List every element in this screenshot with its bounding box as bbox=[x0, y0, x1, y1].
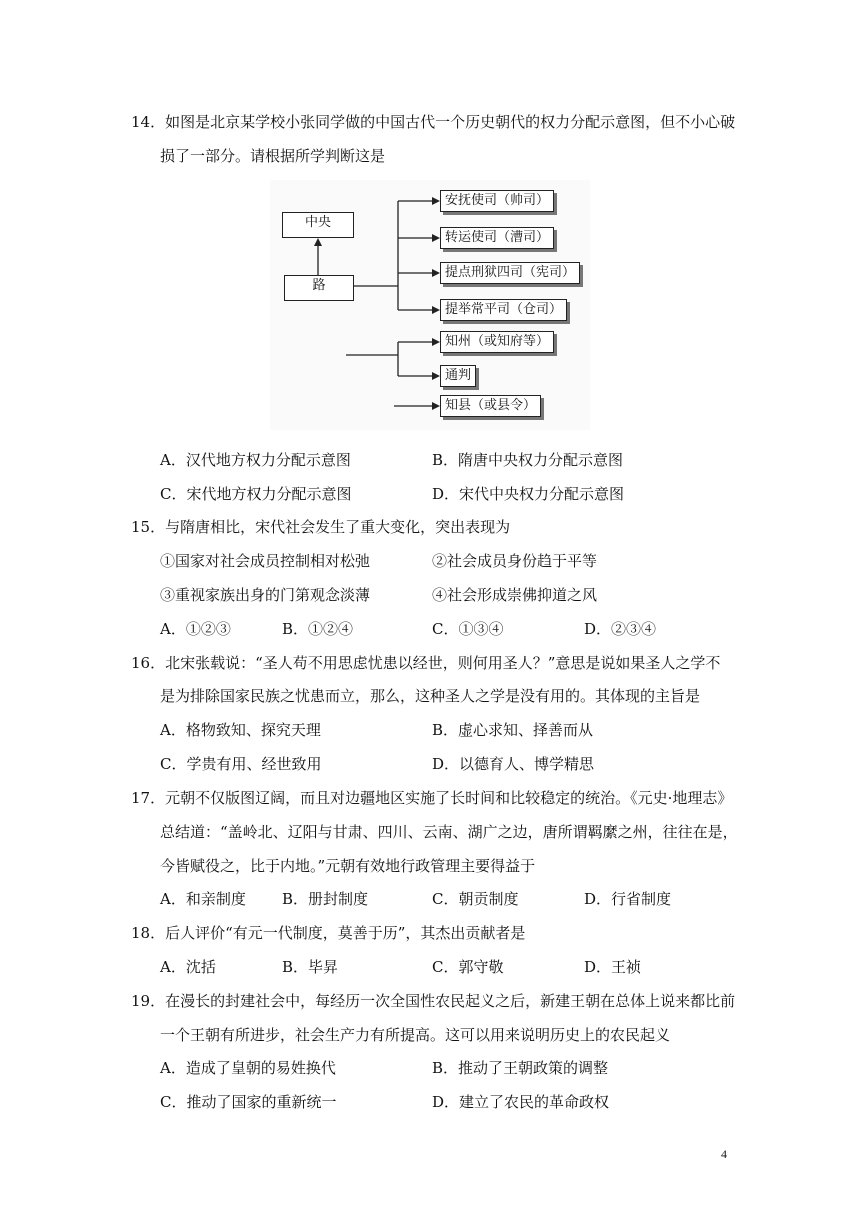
anfu-shisi-box: 安抚使司（帅司） bbox=[440, 190, 554, 212]
q15-statement-4: ④社会形成崇佛抑道之风 bbox=[432, 586, 598, 604]
zhixian-box: 知县（或县令） bbox=[440, 395, 541, 417]
q14-option-c: C．宋代地方权力分配示意图 bbox=[160, 485, 352, 503]
q15-option-a: A．①②③ bbox=[160, 620, 231, 638]
q14-option-d: D．宋代中央权力分配示意图 bbox=[432, 485, 625, 503]
q15-option-c: C．①③④ bbox=[432, 620, 504, 638]
q14-option-b: B．隋唐中央权力分配示意图 bbox=[432, 451, 624, 469]
q16-option-b: B．虚心求知、择善而从 bbox=[432, 721, 594, 739]
q16-option-c: C．学贵有用、经世致用 bbox=[160, 755, 322, 773]
q18-option-a: A．沈括 bbox=[160, 958, 216, 976]
q16-stem-line1: 16．北宋张载说：“圣人苟不用思虑忧患以经世，则何用圣人？”意思是说如果圣人之学不 bbox=[131, 654, 721, 672]
q17-stem-line1: 17．元朝不仅版图辽阔，而且对边疆地区实施了长时间和比较稳定的统治。《元史·地理志》 bbox=[131, 789, 733, 807]
q17-stem-line3: 今皆赋役之，比于内地。”元朝有效地行政管理主要得益于 bbox=[160, 857, 536, 875]
q17-option-b: B．册封制度 bbox=[282, 890, 369, 908]
q15-statement-1: ①国家对社会成员控制相对松弛 bbox=[160, 552, 371, 570]
q19-stem-line1: 19．在漫长的封建社会中，每经历一次全国性农民起义之后，新建王朝在总体上说来都比前 bbox=[131, 992, 736, 1010]
q16-option-a: A．格物致知、探究天理 bbox=[160, 721, 321, 739]
q17-option-d: D．行省制度 bbox=[584, 890, 672, 908]
central-box: 中央 bbox=[282, 212, 354, 238]
q16-stem-line2: 是为排除国家民族之忧患而立，那么，这种圣人之学是没有用的。其体现的主旨是 bbox=[160, 687, 701, 705]
q15-option-b: B．①②④ bbox=[282, 620, 354, 638]
q16-option-d: D．以德育人、博学精思 bbox=[432, 755, 595, 773]
q18-option-b: B．毕昇 bbox=[282, 958, 339, 976]
q15-stem: 15．与隋唐相比，宋代社会发生了重大变化，突出表现为 bbox=[131, 518, 511, 536]
q15-statement-2: ②社会成员身份趋于平等 bbox=[432, 552, 598, 570]
q19-option-d: D．建立了农民的革命政权 bbox=[432, 1093, 610, 1111]
q18-stem: 18．后人评价“有元一代制度，莫善于历”，其杰出贡献者是 bbox=[131, 924, 526, 942]
q18-option-d: D．王祯 bbox=[584, 958, 642, 976]
zhizhou-box: 知州（或知府等） bbox=[440, 331, 554, 353]
tiju-changping-box: 提举常平司（仓司） bbox=[440, 299, 567, 321]
q14-option-a: A．汉代地方权力分配示意图 bbox=[160, 451, 351, 469]
q17-stem-line2: 总结道：“盖岭北、辽阳与甘肃、四川、云南、湖广之边，唐所谓羁縻之州，往往在是， bbox=[160, 823, 738, 841]
tongpan-box: 通判 bbox=[440, 365, 476, 387]
page-number: 4 bbox=[721, 1147, 727, 1161]
q17-option-a: A．和亲制度 bbox=[160, 890, 246, 908]
q19-option-b: B．推动了王朝政策的调整 bbox=[432, 1059, 609, 1077]
q15-statement-3: ③重视家族出身的门第观念淡薄 bbox=[160, 586, 371, 604]
q19-option-a: A．造成了皇朝的易姓换代 bbox=[160, 1059, 336, 1077]
q19-stem-line2: 一个王朝有所进步，社会生产力有所提高。这可以用来说明历史上的农民起义 bbox=[160, 1026, 671, 1044]
q14-stem-line2: 损了一部分。请根据所学判断这是 bbox=[160, 147, 386, 165]
power-distribution-diagram bbox=[270, 180, 590, 430]
q14-stem-line1: 14．如图是北京某学校小张同学做的中国古代一个历史朝代的权力分配示意图，但不小心破 bbox=[131, 113, 736, 131]
q17-option-c: C．朝贡制度 bbox=[432, 890, 519, 908]
tidian-xingyu-box: 提点刑狱四司（宪司） bbox=[440, 262, 580, 284]
q19-option-c: C．推动了国家的重新统一 bbox=[160, 1093, 337, 1111]
lu-box: 路 bbox=[284, 275, 354, 301]
q15-option-d: D．②③④ bbox=[584, 620, 657, 638]
q18-option-c: C．郭守敬 bbox=[432, 958, 504, 976]
zhuanyun-shisi-box: 转运使司（漕司） bbox=[440, 227, 554, 249]
